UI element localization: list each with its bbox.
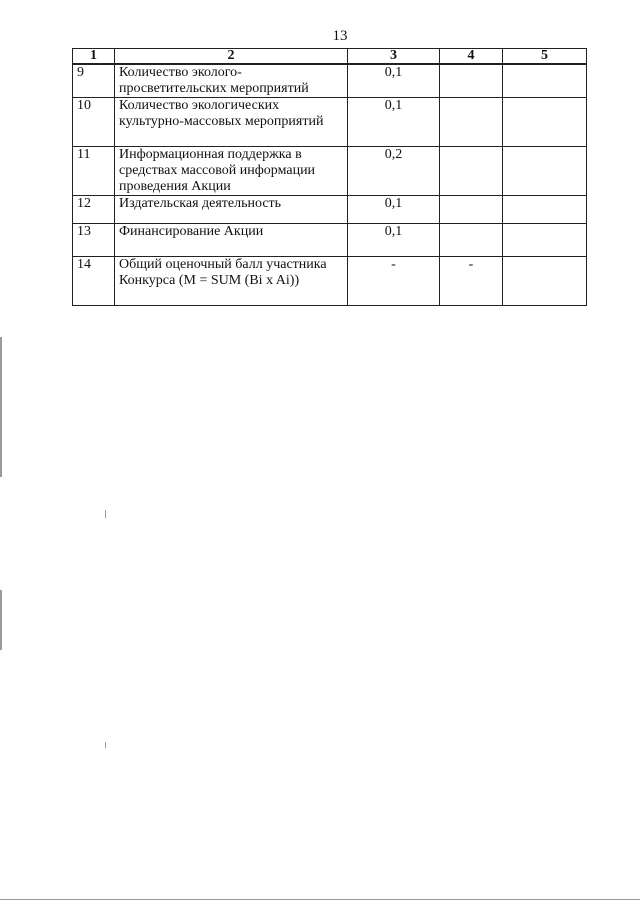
weight-cell: 0,1 <box>348 224 440 257</box>
criterion-name: Количество экологических культурно-массовых мероприятий <box>115 98 348 147</box>
scan-margin-mark <box>105 742 106 748</box>
page-number: 13 <box>332 28 348 44</box>
row-number: 12 <box>73 196 115 224</box>
row-number: 11 <box>73 147 115 196</box>
criterion-name: Издательская деятельность <box>115 196 348 224</box>
column-header: 5 <box>503 49 587 65</box>
result-cell <box>503 257 587 306</box>
scan-bottom-edge <box>0 899 640 900</box>
result-cell <box>503 196 587 224</box>
column-header: 2 <box>115 49 348 65</box>
table-row <box>73 224 587 257</box>
result-cell <box>503 64 587 98</box>
scan-margin-mark <box>0 337 2 477</box>
scan-margin-mark <box>0 590 2 650</box>
score-cell <box>440 98 503 147</box>
table-row <box>73 64 587 98</box>
table-row <box>73 257 587 306</box>
table-row <box>73 196 587 224</box>
criterion-name: Общий оценочный балл участника Конкурса (M = SUM (Bi x Ai)) <box>115 257 348 306</box>
weight-cell: 0,1 <box>348 64 440 98</box>
table-row <box>73 147 587 196</box>
header-row <box>73 49 587 65</box>
score-cell <box>440 64 503 98</box>
score-cell <box>440 196 503 224</box>
score-cell <box>440 224 503 257</box>
weight-cell: 0,1 <box>348 98 440 147</box>
score-cell <box>440 147 503 196</box>
scan-margin-mark <box>105 510 106 518</box>
weight-cell: - <box>348 257 440 306</box>
column-header: 3 <box>348 49 440 65</box>
weight-cell: 0,2 <box>348 147 440 196</box>
row-number: 10 <box>73 98 115 147</box>
result-cell <box>503 147 587 196</box>
criterion-name: Финансирование Акции <box>115 224 348 257</box>
score-cell: - <box>440 257 503 306</box>
column-header: 1 <box>73 49 115 65</box>
evaluation-table <box>72 48 587 306</box>
result-cell <box>503 224 587 257</box>
column-header: 4 <box>440 49 503 65</box>
result-cell <box>503 98 587 147</box>
table-row <box>73 98 587 147</box>
row-number: 14 <box>73 257 115 306</box>
row-number: 13 <box>73 224 115 257</box>
criterion-name: Информационная поддержка в средствах массовой информации проведения Акции <box>115 147 348 196</box>
weight-cell: 0,1 <box>348 196 440 224</box>
row-number: 9 <box>73 64 115 98</box>
criterion-name: Количество эколого-просветительских мероприятий <box>115 64 348 98</box>
